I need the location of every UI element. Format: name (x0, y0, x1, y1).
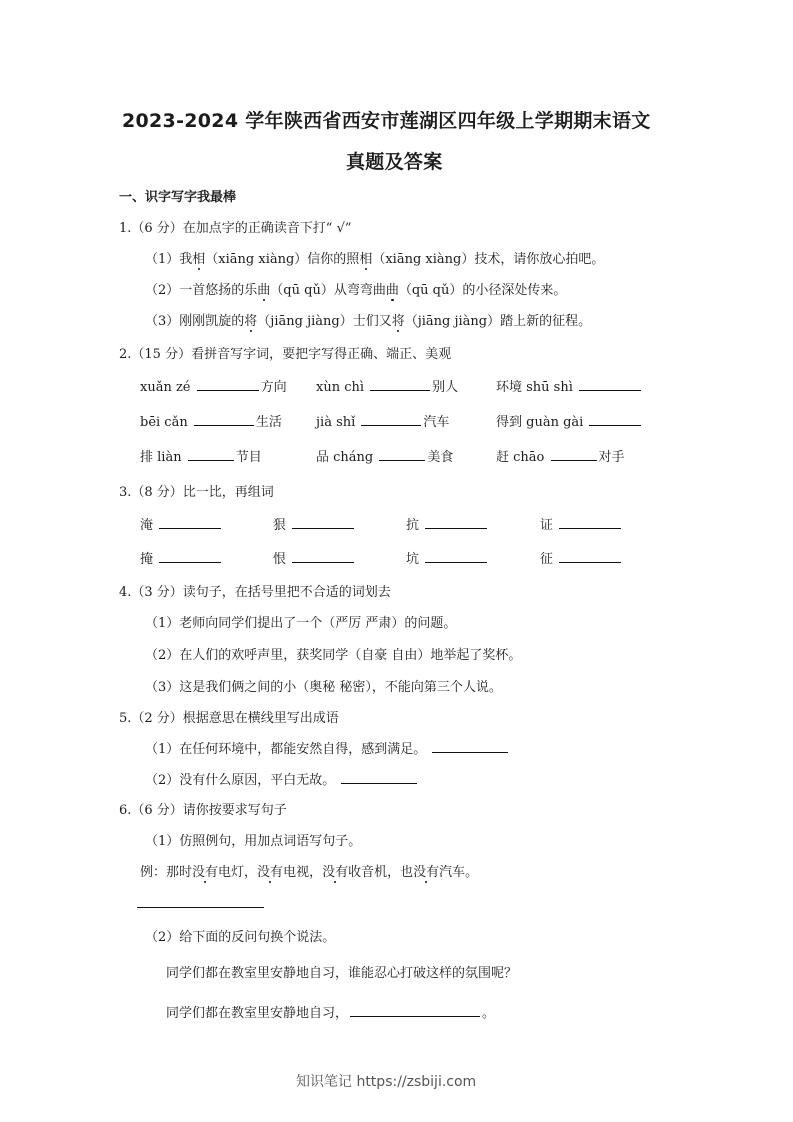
text: （2）一首悠扬的乐 (145, 283, 258, 298)
dotted-char: 将 (392, 310, 405, 329)
question-1-item-2 (145, 279, 566, 298)
dotted-word: 没有 (257, 861, 283, 880)
character: 坑 (406, 552, 420, 567)
rhetorical-question: 同学们都在教室里安静地自习，谁能忍心打破这样的氛围呢？ (166, 966, 518, 981)
dotted-word: 没有 (413, 861, 439, 880)
text: （jiāng jiàng）士们又 (257, 314, 392, 329)
character: 掩 (140, 552, 154, 567)
question-1-item-3 (145, 310, 591, 329)
character: 征 (540, 552, 554, 567)
question-3-stem: 3.（8 分）比一比，再组词 (119, 485, 274, 500)
text: 对手 (598, 450, 625, 465)
section-heading-1: 一、识字写字我最棒 (119, 190, 237, 205)
dotted-word: 没有 (192, 861, 218, 880)
dotted-char: 相 (359, 248, 372, 267)
answer-blank[interactable] (379, 447, 425, 461)
text: （3）刚刚凯旋的 (145, 314, 245, 329)
pinyin-item (496, 376, 643, 395)
text: 美食 (427, 450, 454, 465)
character: 恨 (273, 552, 287, 567)
answer-blank[interactable] (370, 377, 430, 391)
compare-item (406, 514, 489, 533)
question-5-item-1 (145, 738, 510, 757)
text: 同学们都在教室里安静地自习， (166, 1006, 349, 1021)
answer-blank[interactable] (197, 377, 259, 391)
answer-blank[interactable] (551, 447, 597, 461)
answer-line[interactable] (137, 907, 264, 908)
text: （1）我 (145, 252, 193, 267)
pinyin-item (316, 446, 453, 465)
answer-blank[interactable] (159, 515, 221, 529)
question-5-stem: 5.（2 分）根据意思在横线里写出成语 (119, 711, 339, 726)
question-6-item-1: （1）仿照例句，用加点词语写句子。 (145, 834, 362, 849)
text: （xiāng xiàng）技术，请你放心拍吧。 (372, 252, 605, 267)
text: （qū qǔ）从弯弯曲 (270, 283, 386, 298)
answer-blank[interactable] (589, 412, 641, 426)
pinyin-item (496, 411, 643, 430)
page-title-line1: 2023-2024 学年陕西省西安市莲湖区四年级上学期期末语文 (122, 110, 651, 132)
pinyin: xùn chì (316, 380, 365, 395)
pinyin: 得到 guàn gài (496, 415, 584, 430)
dotted-char: 曲 (386, 279, 399, 298)
dotted-char: 将 (244, 310, 257, 329)
text: 节目 (235, 450, 262, 465)
text: 。 (482, 1006, 496, 1021)
answer-blank[interactable] (159, 549, 221, 563)
text: （qū qǔ）的小径深处传来。 (398, 283, 567, 298)
pinyin: bēi cǎn (140, 415, 188, 430)
answer-blank[interactable] (425, 515, 487, 529)
pinyin: 品 cháng (316, 450, 374, 465)
character: 证 (540, 518, 554, 533)
text: 汽车。 (439, 865, 479, 880)
dotted-word: 没有 (322, 861, 348, 880)
text: 方向 (260, 380, 287, 395)
question-4-sentence-3: （3）这是我们俩之间的小（奥秘 秘密），不能向第三个人说。 (145, 680, 502, 695)
dotted-char: 相 (192, 248, 205, 267)
text: 生活 (255, 415, 282, 430)
character: 狠 (273, 518, 287, 533)
pinyin-item (496, 446, 625, 465)
text: （2）没有什么原因，平白无故。 (145, 773, 336, 788)
answer-blank[interactable] (559, 549, 621, 563)
question-1-item-1 (145, 248, 604, 267)
page-title-line2: 真题及答案 (346, 151, 443, 173)
pinyin-item (140, 376, 287, 395)
compare-item (140, 514, 223, 533)
question-5-item-2 (145, 769, 419, 788)
text: 例：那时 (140, 865, 193, 880)
text: （jiāng jiàng）踏上新的征程。 (404, 314, 592, 329)
answer-blank[interactable] (559, 515, 621, 529)
text: 收音机，也 (348, 865, 414, 880)
answer-blank[interactable] (579, 377, 641, 391)
character: 淹 (140, 518, 154, 533)
question-2-stem: 2.（15 分）看拼音写字词，要把字写得正确、端正、美观 (119, 347, 452, 362)
footer-watermark: 知识笔记 https://zsbiji.com (296, 1074, 477, 1090)
question-4-stem: 4.（3 分）读句子，在括号里把不合适的词划去 (119, 585, 391, 600)
example-sentence (140, 861, 478, 880)
text: 电视， (283, 865, 323, 880)
pinyin: 赶 chāo (496, 450, 545, 465)
answer-blank[interactable] (292, 515, 354, 529)
answer-blank[interactable] (341, 770, 417, 784)
compare-item (540, 548, 623, 567)
compare-item (140, 548, 223, 567)
text: 别人 (432, 380, 459, 395)
question-1-stem: 1.（6 分）在加点字的正确读音下打“ √” (119, 221, 352, 236)
answer-blank[interactable] (292, 549, 354, 563)
answer-blank[interactable] (425, 549, 487, 563)
compare-item (273, 514, 356, 533)
compare-item (273, 548, 356, 567)
answer-blank[interactable] (194, 412, 254, 426)
question-6-item-2: （2）给下面的反问句换个说法。 (145, 930, 336, 945)
pinyin: jià shǐ (316, 415, 356, 430)
text: （1）在任何环境中，都能安然自得，感到满足。 (145, 742, 427, 757)
dotted-char: 曲 (257, 279, 270, 298)
compare-item (540, 514, 623, 533)
answer-blank[interactable] (432, 739, 508, 753)
rewrite-sentence (166, 1002, 495, 1021)
question-6-stem: 6.（6 分）请你按要求写句子 (119, 803, 287, 818)
pinyin-item (140, 411, 282, 430)
pinyin-item (316, 376, 458, 395)
character: 抗 (406, 518, 420, 533)
text: 汽车 (423, 415, 450, 430)
pinyin: 排 liàn (140, 450, 182, 465)
pinyin-item (316, 411, 449, 430)
pinyin-item (140, 446, 262, 465)
compare-item (406, 548, 489, 567)
question-4-sentence-2: （2）在人们的欢呼声里，获奖同学（自豪 自由）地举起了奖杯。 (145, 648, 522, 663)
answer-blank[interactable] (361, 412, 421, 426)
answer-blank[interactable] (350, 1003, 480, 1017)
pinyin: 环境 shū shì (496, 380, 573, 395)
question-4-sentence-1: （1）老师向同学们提出了一个（严厉 严肃）的问题。 (145, 616, 457, 631)
pinyin: xuǎn zé (140, 380, 191, 395)
answer-blank[interactable] (188, 447, 234, 461)
text: （xiāng xiàng）信你的照 (205, 252, 360, 267)
text: 电灯， (218, 865, 258, 880)
